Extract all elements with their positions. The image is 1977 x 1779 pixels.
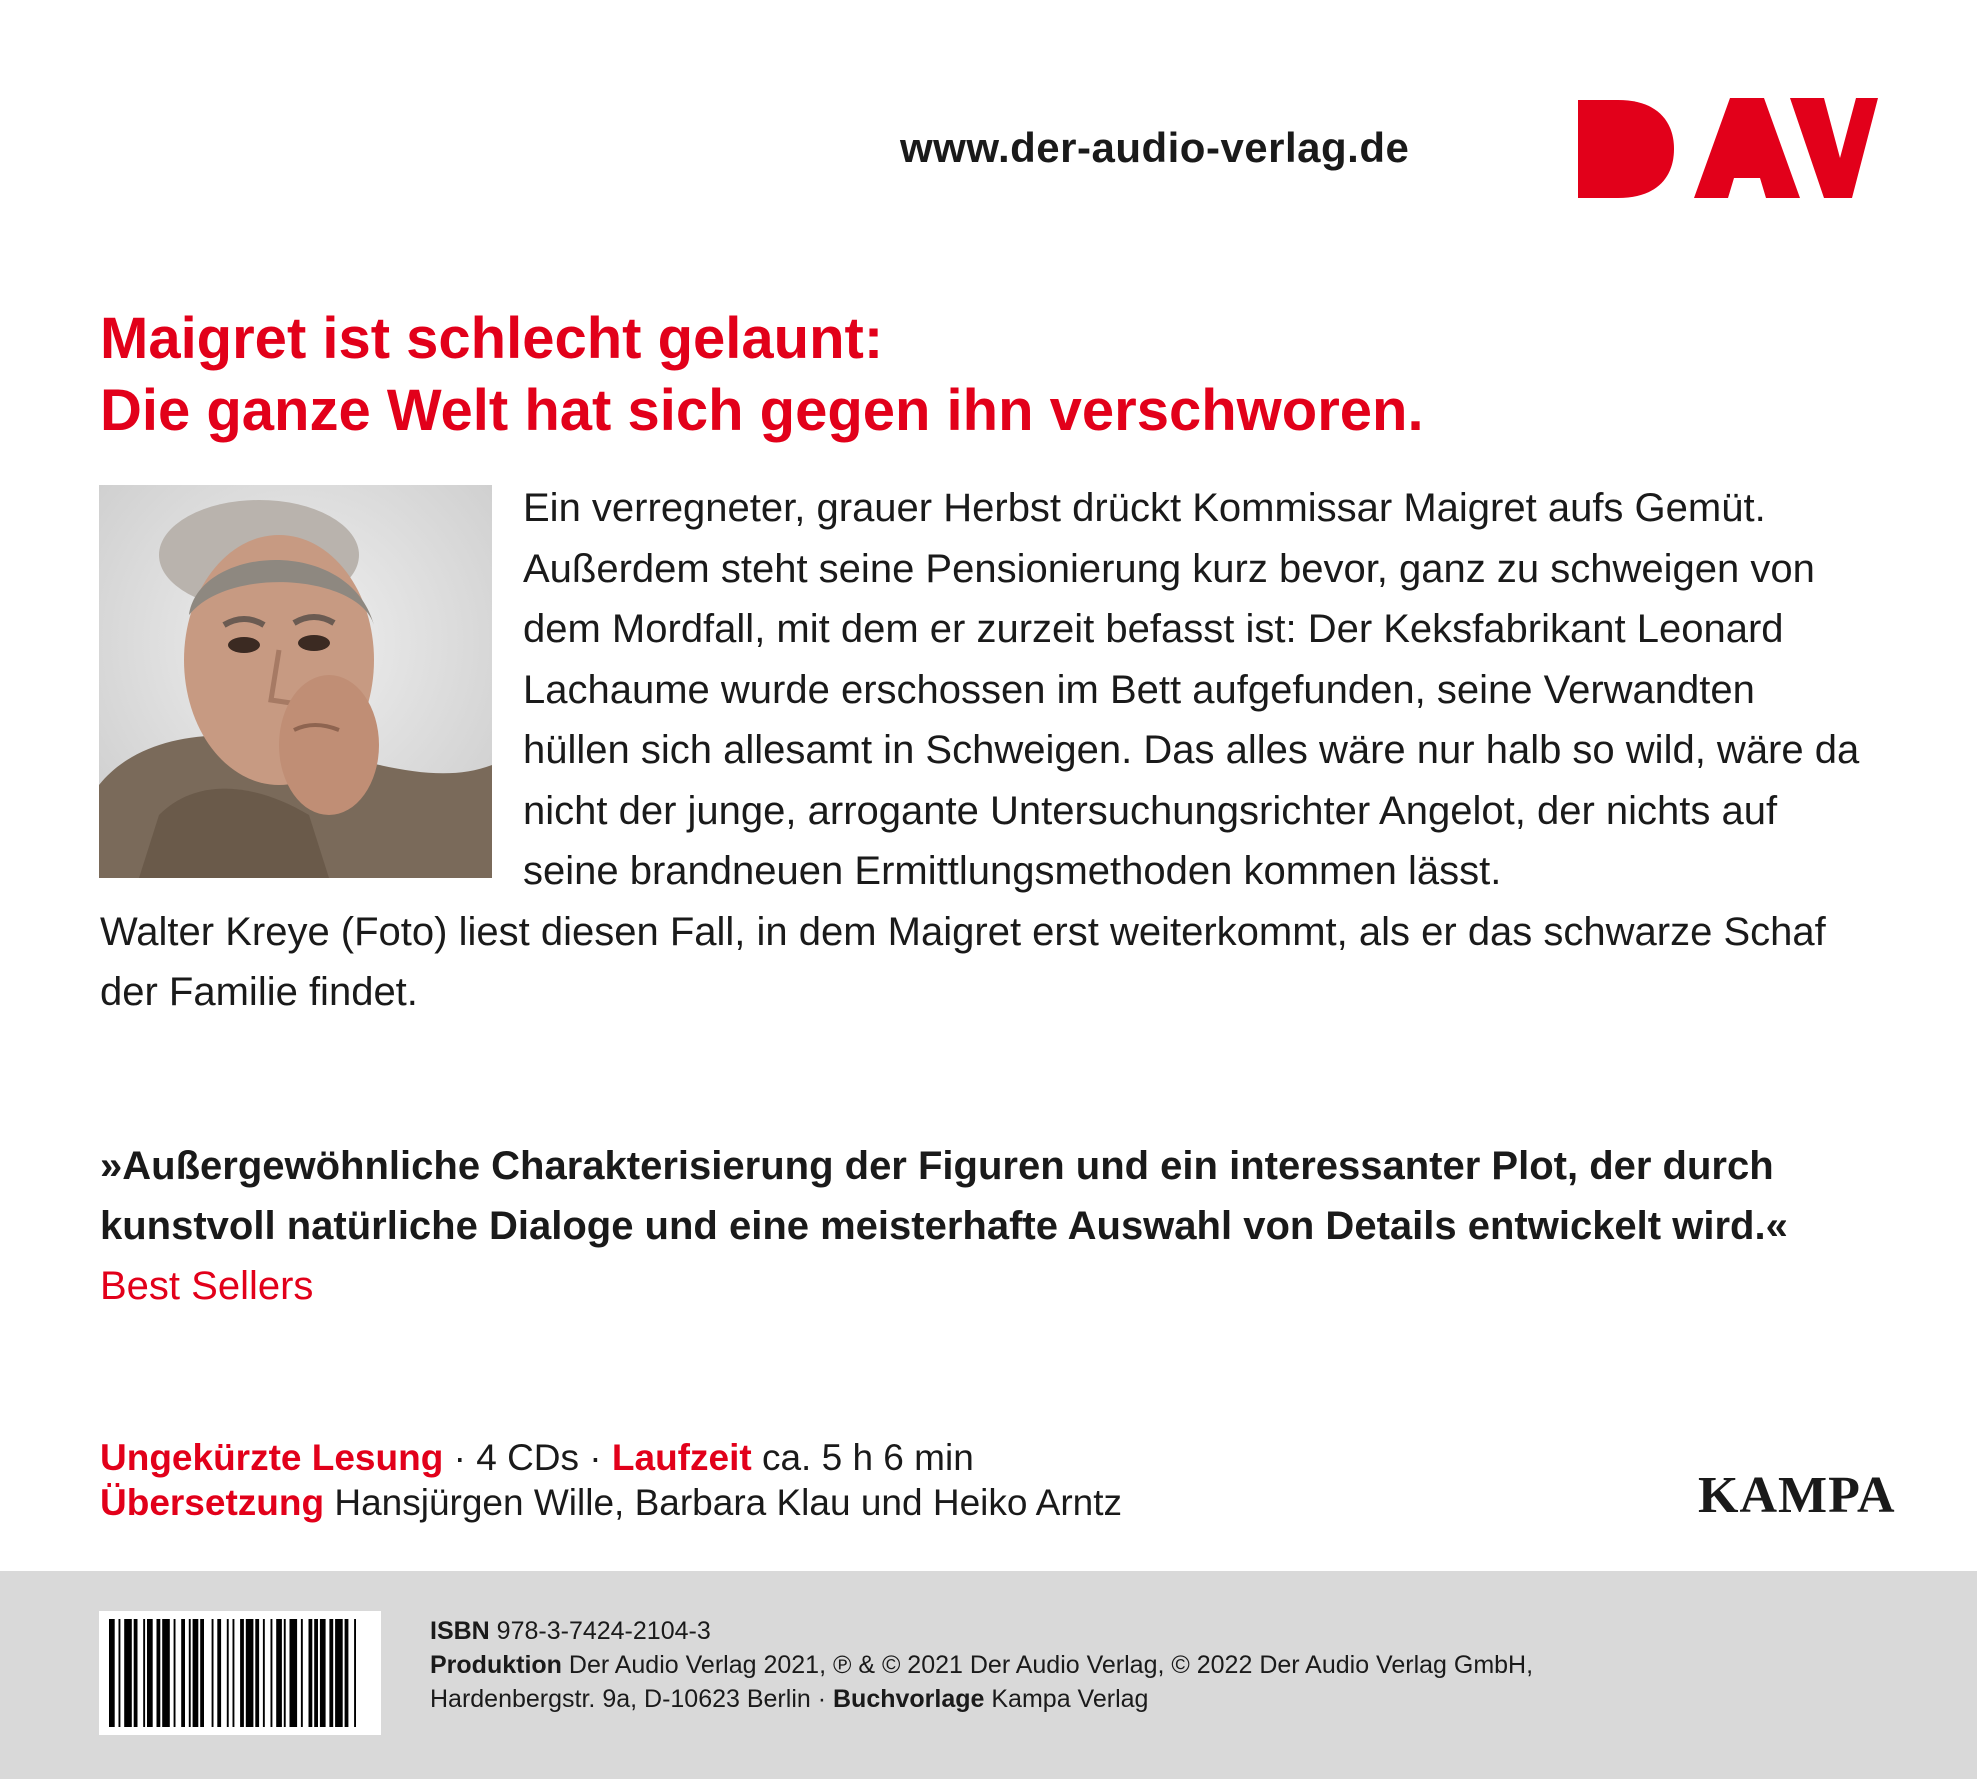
- headline: [100, 303, 1424, 447]
- isbn-value: 978-3-7424-2104-3: [489, 1617, 711, 1645]
- footer-band: [0, 1571, 1977, 1779]
- address-line: [430, 1682, 1533, 1716]
- isbn-label: ISBN: [430, 1617, 490, 1645]
- uebersetzung-label: Übersetzung: [100, 1482, 325, 1523]
- kampa-logo: KAMPA: [1698, 1467, 1896, 1524]
- info-line-2: [100, 1480, 1122, 1525]
- address: Hardenbergstr. 9a, D-10623 Berlin ·: [430, 1685, 833, 1713]
- produktion-line: [430, 1648, 1533, 1682]
- description-paragraph-2: Walter Kreye (Foto) liest diesen Fall, in dem Maigret erst weiterkommt, als er das schwarze Schaf der Familie findet.: [100, 909, 1826, 1014]
- cd-count: · 4 CDs ·: [443, 1437, 612, 1478]
- description: [100, 478, 1860, 1023]
- dav-logo: [1578, 98, 1878, 198]
- laufzeit-value: ca. 5 h 6 min: [751, 1437, 974, 1478]
- description-paragraph-1: Ein verregneter, grauer Herbst drückt Kommissar Maigret aufs Gemüt. Außerdem steht seine Pensionierung kurz bevor, ganz zu schweigen von dem Mordfall, mit dem er zurzeit befasst ist: Der Keksfabrikant Leonard Lachaume wurde erschossen im Bett aufgefunden, seine Verwandten hüllen sich allesamt in Schweigen. Das alles wäre nur halb so wild, wäre da nicht der junge, arrogante Untersuchungsrichter Angelot, der nichts auf seine brandneuen Ermittlungsmethoden kommen lässt.: [523, 486, 1860, 893]
- product-info: [100, 1435, 1122, 1525]
- legal-info: [430, 1614, 1533, 1716]
- quote-text: »Außergewöhnliche Charakterisierung der Figuren und ein interessanter Plot, der durch kunstvoll natürliche Dialoge und eine meisterhafte Auswahl von Details entwickelt wird.«: [100, 1144, 1788, 1248]
- buchvorlage-value: Kampa Verlag: [984, 1685, 1149, 1713]
- headline-line-1: Maigret ist schlecht gelaunt:: [100, 306, 884, 371]
- quote-source: Best Sellers: [100, 1264, 314, 1308]
- lesung-label: Ungekürzte Lesung: [100, 1437, 444, 1478]
- headline-line-2: Die ganze Welt hat sich gegen ihn verschworen.: [100, 378, 1424, 443]
- produktion-label: Produktion: [430, 1651, 562, 1679]
- barcode: [99, 1611, 381, 1735]
- press-quote: [100, 1136, 1860, 1316]
- info-line-1: [100, 1435, 1122, 1480]
- buchvorlage-label: Buchvorlage: [833, 1685, 985, 1713]
- produktion-value: Der Audio Verlag 2021, ℗ & © 2021 Der Audio Verlag, © 2022 Der Audio Verlag GmbH,: [561, 1651, 1534, 1679]
- uebersetzung-value: Hansjürgen Wille, Barbara Klau und Heiko Arntz: [324, 1482, 1123, 1523]
- laufzeit-label: Laufzeit: [611, 1437, 752, 1478]
- publisher-url[interactable]: www.der-audio-verlag.de: [900, 124, 1410, 171]
- isbn-line: [430, 1614, 1533, 1648]
